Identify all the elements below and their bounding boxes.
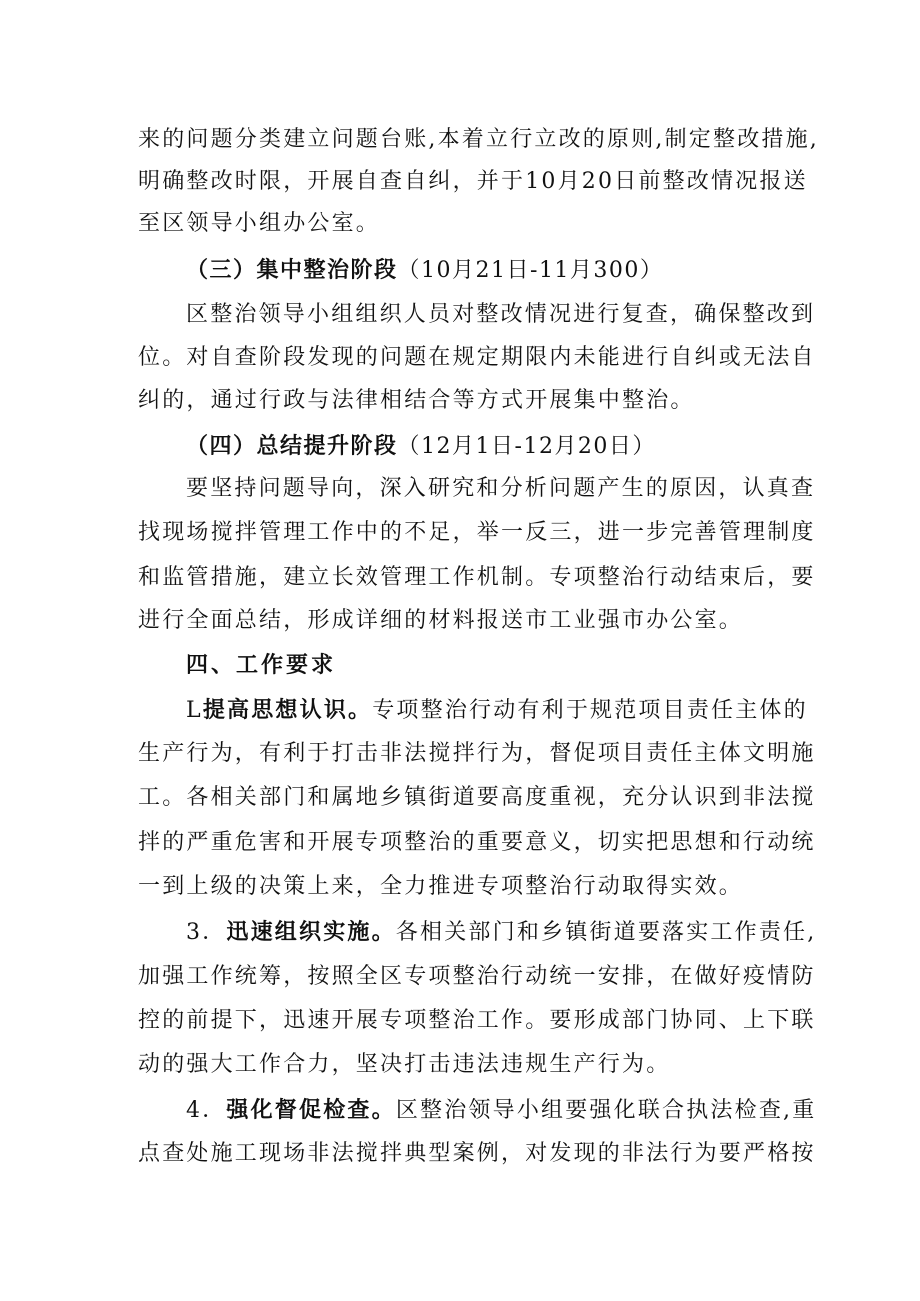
body-line: 和监管措施，建立长效管理工作机制。专项整治行动结束后，要 bbox=[138, 565, 816, 590]
section-heading-4 bbox=[186, 431, 866, 462]
item-3-text: 各相关部门和乡镇街道要落实工作责任, bbox=[395, 920, 817, 945]
item-1-number: L bbox=[186, 698, 203, 723]
body-line: 动的强大工作合力，坚决打击违法违规生产行为。 bbox=[138, 1052, 671, 1077]
body-line: 找现场搅拌管理工作中的不足，举一反三，进一步完善管理制度 bbox=[138, 520, 816, 545]
body-line: 加强工作统筹，按照全区专项整治行动统一安排，在做好疫情防 bbox=[138, 964, 816, 989]
body-line: 至区领导小组办公室。 bbox=[138, 211, 381, 236]
item-1-title: 提高思想认识。 bbox=[202, 697, 373, 723]
section-heading-3 bbox=[186, 255, 866, 286]
section-heading-4-title: （四）总结提升阶段 bbox=[186, 433, 398, 459]
body-line: 控的前提下，迅速开展专项整治工作。要形成部门协同、上下联 bbox=[138, 1008, 816, 1033]
item-1-first-line bbox=[186, 695, 818, 726]
item-4-title: 强化督促检查。 bbox=[226, 1097, 396, 1123]
body-line: 要坚持问题导向，深入研究和分析问题产生的原因，认真查 bbox=[186, 476, 816, 501]
item-4-first-line bbox=[186, 1095, 818, 1126]
body-line: 一到上级的决策上来，全力推进专项整治行动取得实效。 bbox=[138, 874, 744, 899]
item-3-first-line bbox=[186, 917, 818, 948]
item-3-title: 迅速组织实施。 bbox=[226, 919, 396, 945]
body-line: 点查处施工现场非法搅拌典型案例，对发现的非法行为要严格按 bbox=[138, 1141, 816, 1166]
section-heading-3-title: （三）集中整治阶段 bbox=[186, 257, 398, 283]
body-line: 进行全面总结，形成详细的材料报送市工业强市办公室。 bbox=[138, 608, 744, 633]
item-1-text: 专项整治行动有利于规范项目责任主体的 bbox=[372, 698, 808, 723]
part-heading-work-requirements: 四、工作要求 bbox=[186, 652, 337, 678]
body-line: 工。各相关部门和属地乡镇街道要高度重视，充分认识到非法搅 bbox=[138, 785, 816, 810]
body-line: 明确整改时限，开展自查自纠，并于10月20日前整改情况报送 bbox=[138, 169, 808, 194]
item-3-number: 3． bbox=[186, 920, 227, 945]
body-line: 拌的严重危害和开展专项整治的重要意义，切实把思想和行动统 bbox=[138, 830, 816, 855]
section-heading-3-dates: （10月21日-11月300） bbox=[397, 258, 664, 283]
body-line: 生产行为，有利于打击非法搅拌行为，督促项目责任主体文明施 bbox=[138, 741, 816, 766]
item-4-number: 4． bbox=[186, 1098, 227, 1123]
body-line: 纠的，通过行政与法律相结合等方式开展集中整治。 bbox=[138, 388, 695, 413]
body-line: 区整治领导小组组织人员对整改情况进行复查，确保整改到 bbox=[186, 302, 816, 327]
item-4-text: 区整治领导小组要强化联合执法检查,重 bbox=[395, 1098, 817, 1123]
body-line: 来的问题分类建立问题台账,本着立行立改的原则,制定整改措施, bbox=[138, 127, 819, 152]
body-line: 位。对自查阶段发现的问题在规定期限内未能进行自纠或无法自 bbox=[138, 345, 816, 370]
section-heading-4-dates: （12月1日-12月20日） bbox=[397, 434, 656, 459]
